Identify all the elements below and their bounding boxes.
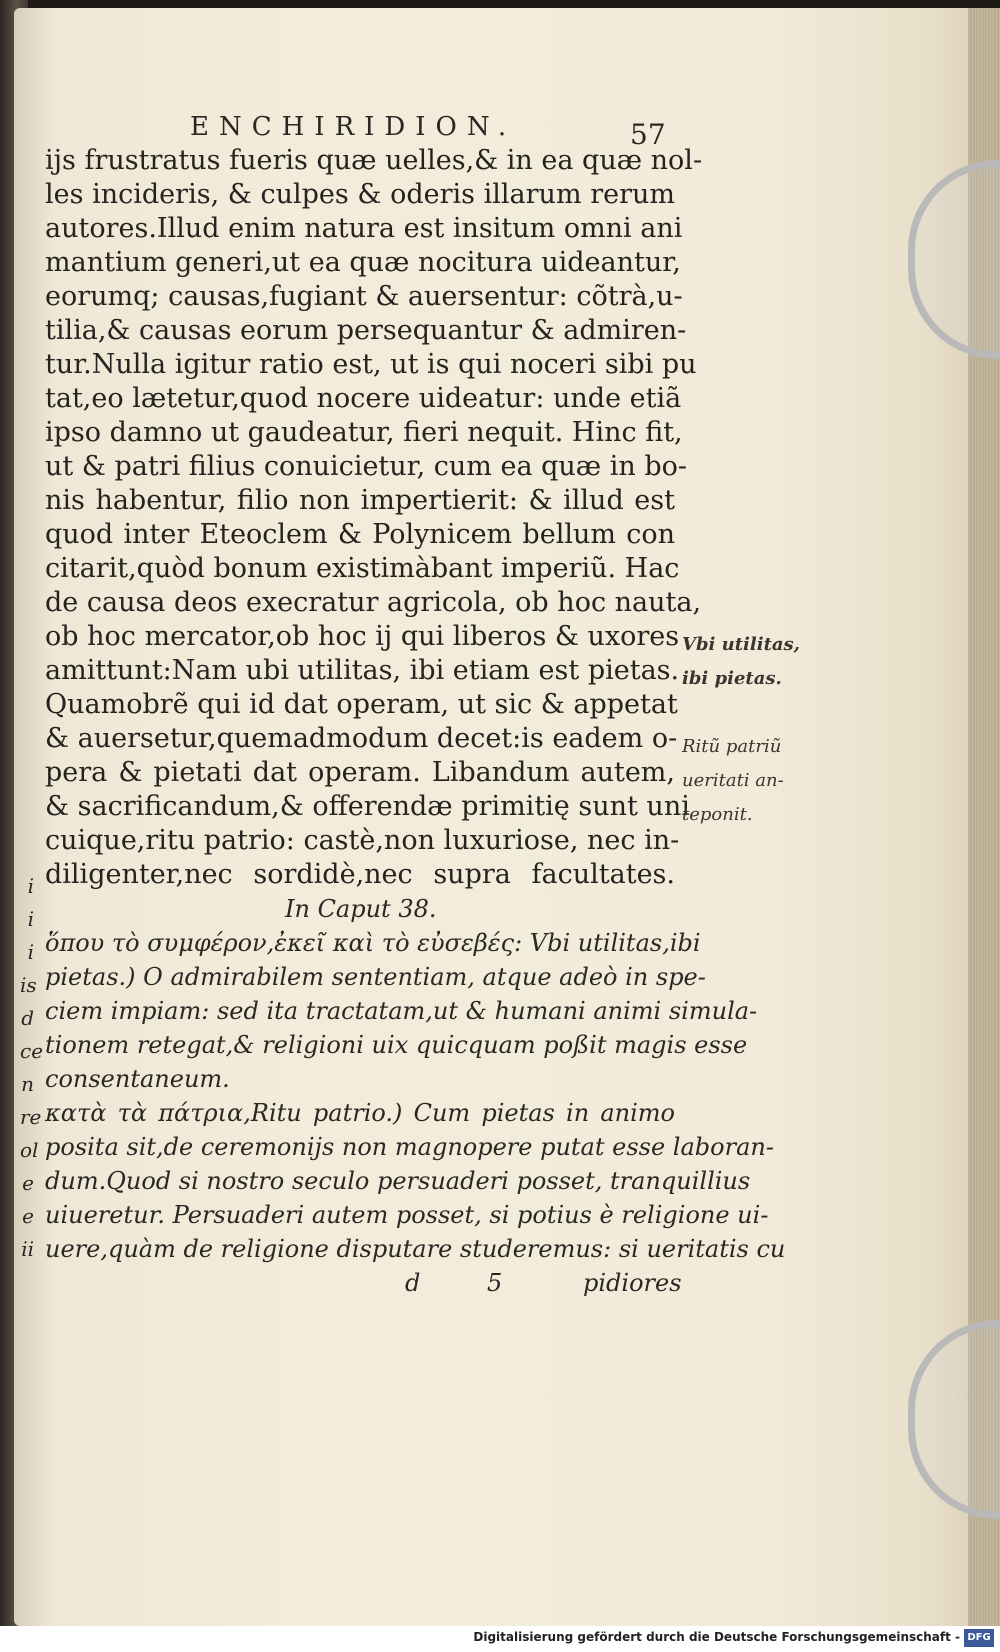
marginal-line: Vbi utilitas, [682, 634, 800, 655]
text-line: diligenter,nec sordidè,nec supra facultates. [45, 859, 675, 890]
marginal-note-utilitas [682, 628, 807, 696]
gutter-letter: n [21, 1072, 34, 1096]
text-line: quod inter Eteoclem & Polynicem bellum con [45, 519, 675, 550]
text-line: nis habentur, filio non impertierit: & illud est [45, 485, 675, 516]
marginal-note-ritu [682, 730, 807, 832]
text-line: Quamobrẽ qui id dat operam, ut sic & appetat [45, 689, 678, 720]
text-line: de causa deos execratur agricola, ob hoc nauta, [45, 587, 702, 618]
signature-mark: d [405, 1269, 421, 1297]
marginal-line: ibi pietas. [682, 668, 782, 689]
commentary-line: pietas.) O admirabilem sententiam, atque adeò in spe- [45, 963, 706, 991]
commentary-line: tionem retegat,& religioni uix quicquam poßit magis esse [45, 1031, 748, 1059]
signature-number: 5 [487, 1269, 503, 1297]
text-line: tat,eo lætetur,quod nocere uideatur: unde etiã [45, 383, 682, 414]
gutter-letter: i [27, 874, 34, 898]
marginal-line: teponit. [682, 804, 753, 825]
gutter-letter: i [27, 940, 34, 964]
dfg-logo: DFG [964, 1629, 994, 1647]
commentary-line: posita sit,de ceremonijs non magnopere putat esse laboran- [45, 1133, 774, 1161]
commentary-line: ciem impiam: sed ita tractatam,ut & humani animi simula- [45, 997, 758, 1025]
text-line: ut & patri filius conuicietur, cum ea quæ in bo- [45, 451, 688, 482]
text-line: tur.Nulla igitur ratio est, ut is qui noceri sibi pu [45, 349, 697, 380]
commentary-lines [45, 926, 786, 1266]
text-line: cuique,ritu patrio: castè,non luxuriose, nec in- [45, 825, 680, 856]
gutter-letter: i [27, 907, 34, 931]
commentary-line: uiueretur. Persuaderi autem posset, si potius è religione ui- [45, 1201, 769, 1229]
catchline [45, 1266, 682, 1300]
text-line: eorumq; causas,fugiant & auersentur: cõtrà,u- [45, 281, 683, 312]
gutter-letter: e [22, 1204, 34, 1228]
commentary-line: dum.Quod si nostro seculo persuaderi posset, tranquillius [45, 1167, 751, 1195]
text-line: tilia,& causas eorum persequantur & admiren- [45, 315, 687, 346]
funding-credit: Digitalisierung gefördert durch die Deutsche Forschungsgemeinschaft - [473, 1630, 960, 1644]
main-lines [45, 144, 703, 892]
text-line: pera & pietati dat operam. Libandum autem, [45, 757, 675, 788]
text-line: amittunt:Nam ubi utilitas, ibi etiam est pietas. [45, 655, 680, 686]
gutter-letters [20, 870, 44, 1266]
text-line: & sacrificandum,& offerendæ primitię sunt uni [45, 791, 690, 822]
text-line: les incideris, & culpes & oderis illarum rerum [45, 179, 675, 210]
gutter-letter: d [21, 1006, 34, 1030]
chapter-heading: In Caput 38. [285, 895, 437, 923]
marginal-line: Ritũ patriũ [682, 736, 782, 757]
catchword: pidiores [583, 1269, 682, 1297]
gutter-letter: e [22, 1171, 34, 1195]
text-line: mantium generi,ut ea quæ nocitura uideantur, [45, 247, 681, 278]
commentary-line: κατὰ τὰ πάτρια,Ritu patrio.) Cum pietas in animo [45, 1099, 675, 1127]
gutter-letter: re [20, 1105, 42, 1129]
commentary-line: ὅπου τὸ συμφέρον,ἐκεῖ καὶ τὸ εὐσεβές: Vbi utilitas,ibi [45, 929, 701, 957]
text-line: citarit,quòd bonum existimàbant imperiũ. Hac [45, 553, 680, 584]
text-line: ijs frustratus fueris quæ uelles,& in ea quæ nol- [45, 145, 703, 176]
marginal-line: ueritati an- [682, 770, 784, 791]
text-line: & auersetur,quemadmodum decet:is eadem o- [45, 723, 678, 754]
running-head: ENCHIRIDION. [190, 112, 517, 142]
footer-bar [0, 1626, 1000, 1652]
commentary-line: consentaneum. [45, 1065, 230, 1093]
gutter-letter: is [20, 973, 37, 997]
text-line: autores.Illud enim natura est insitum omni ani [45, 213, 683, 244]
commentary-line: uere,quàm de religione disputare studeremus: si ueritatis cu [45, 1235, 786, 1263]
text-line: ipso damno ut gaudeatur, fieri nequit. Hinc fit, [45, 417, 683, 448]
page-number: 57 [630, 118, 666, 151]
gutter-letter: ce [20, 1039, 44, 1063]
text-line: ob hoc mercator,ob hoc ij qui liberos & uxores [45, 621, 680, 652]
gutter-letter: ol [20, 1138, 39, 1162]
gutter-letter: ii [21, 1237, 34, 1261]
